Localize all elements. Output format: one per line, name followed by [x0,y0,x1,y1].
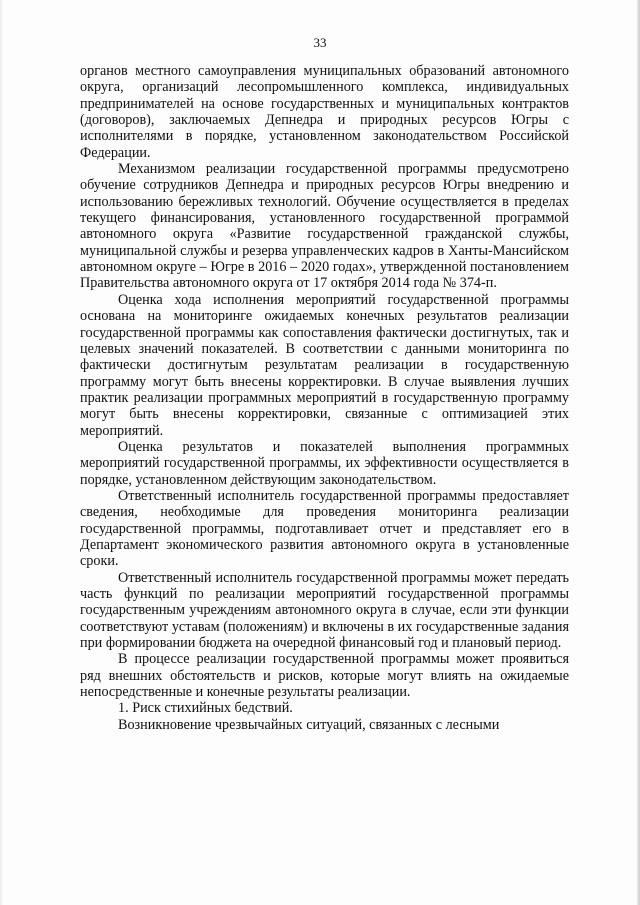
paragraph-continuation: органов местного самоуправления муниципальных образований автономного округа, организаций лесопромышленного комплекса, индивидуальных предпринимателей на основе государственных и муниципальных контрактов (договоров), заключаемых Депнедра и природных ресурсов Югры с исполнителями в порядке, установленном законодательством Российской Федерации. [80,63,569,161]
paragraph-responsible-executor-delegation: Ответственный исполнитель государственной программы может передать часть функций по реализации мероприятий государственной программы государственным учреждениям автономного округа в случае, если эти функции соответствуют уставам (положениям) и включены в их государственные задания при формировании бюджета на очередной финансовый год и плановый период. [80,569,569,652]
paragraph-training-mechanism: Механизмом реализации государственной программы предусмотрено обучение сотрудников Депнедра и природных ресурсов Югры внедрению и использованию бережливых технологий. Обучение осуществляется в пределах текущего финансирования, установленного государственной программой автономного округа «Развитие государственной гражданской службы, муниципальной службы и резерва управленческих кадров в Ханты-Мансийском автономном округе – Югре в 2016 – 2020 годах», утвержденной постановлением Правительства автономного округа от 17 октября 2014 года № 374-п. [80,161,569,292]
paragraph-responsible-executor-reporting: Ответственный исполнитель государственной программы предоставляет сведения, необходимые для проведения мониторинга реализации государственной программы, подготавливает отчет и представляет его в Департамент экономического развития автономного округа в установленные сроки. [80,487,569,570]
paragraph-risk-heading: 1. Риск стихийных бедствий. [118,700,293,717]
paragraph-emergency-situations: Возникновение чрезвычайных ситуаций, связанных с лесными [118,716,500,733]
paragraph-risks-intro: В процессе реализации государственной программы может проявиться ряд внешних обстоятельств и рисков, которые могут влиять на ожидаемые непосредственные и конечные результаты реализации. [80,651,569,701]
document-body [80,63,569,733]
paragraph-progress-assessment: Оценка хода исполнения мероприятий государственной программы основана на мониторинге ожидаемых конечных результатов реализации государственной программы как сопоставления фактически достигнутых, так и целевых значений показателей. В соответствии с данными мониторинга по фактически достигнутым результатам реализации в государственную программу могут быть внесены корректировки. В случае выявления лучших практик реализации программных мероприятий в государственную программу могут быть внесены корректировки, связанные с оптимизацией этих мероприятий. [80,291,569,439]
page-left-edge [0,0,2,905]
paragraph-results-assessment: Оценка результатов и показателей выполнения программных мероприятий государственной программы, их эффективности осуществляется в порядке, установленном действующим законодательством. [80,438,569,488]
page-number: 33 [313,35,327,50]
